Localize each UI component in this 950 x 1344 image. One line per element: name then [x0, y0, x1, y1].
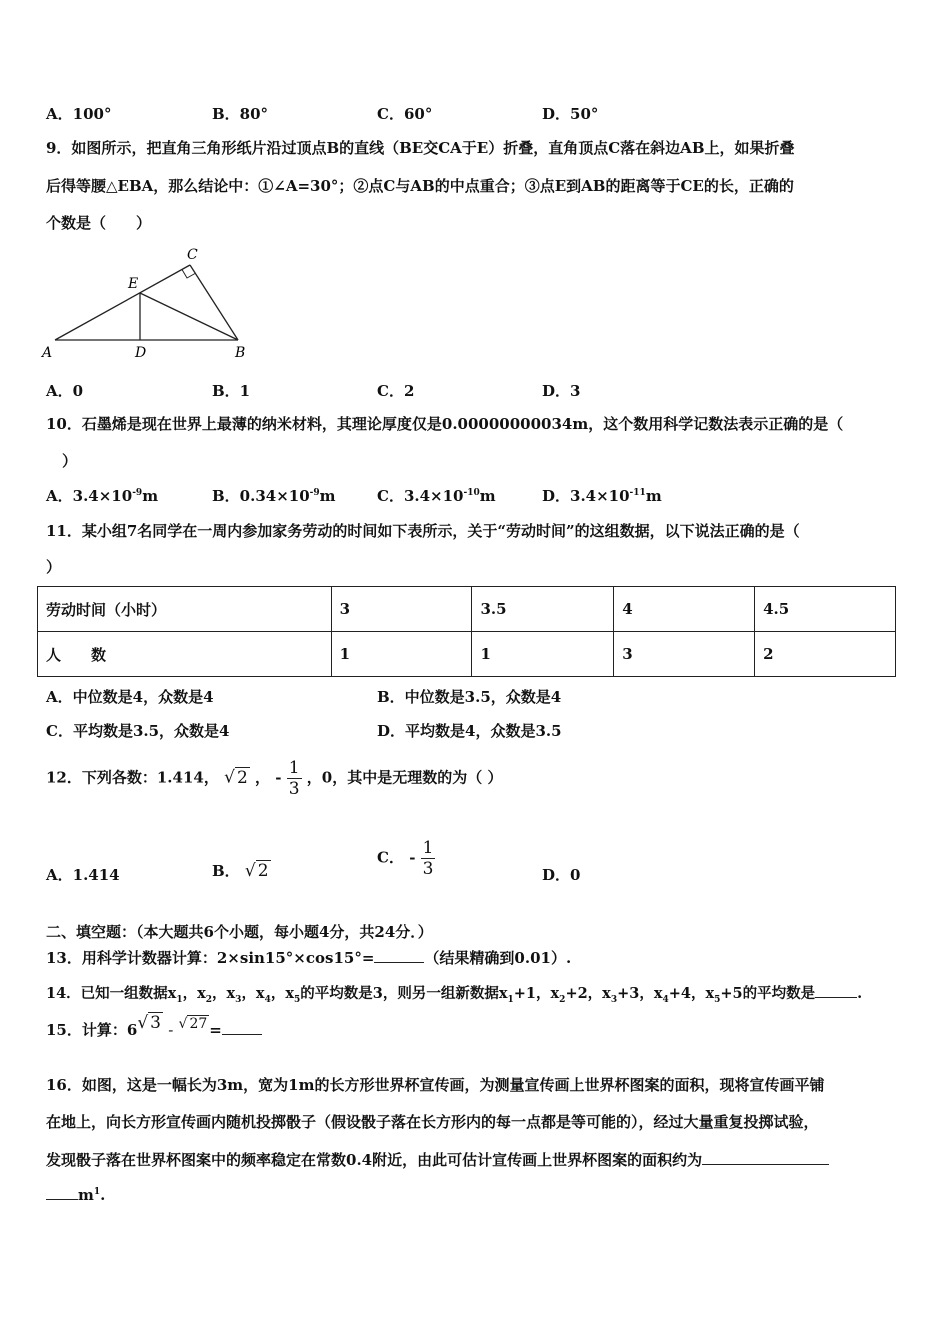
- label-c: C: [187, 247, 198, 263]
- label-d: D: [135, 345, 147, 361]
- table-row: [38, 632, 896, 677]
- table-cell: 3: [331, 587, 472, 632]
- q13: 13．用科学计数器计算：2×sin15°×cos15°= （结果精确到0.01）.: [46, 949, 572, 967]
- sqrt-two: √ 2: [224, 767, 248, 788]
- label-b: B: [235, 345, 246, 361]
- q16-line1: 16．如图，这是一幅长为3m，宽为1m的长方形世界杯宣传画，为测量宣传画上世界杯图案的面积，现将宣传画平铺: [46, 1076, 825, 1094]
- q16-line2: 在地上，向长方形宣传画内随机投掷骰子（假设骰子落在长方形内的每一点都是等可能的），经过大量重复投掷试验，: [46, 1113, 819, 1131]
- label-e: E: [128, 276, 139, 292]
- q11-option-a: A．中位数是4，众数是4: [46, 688, 214, 706]
- table-row: [38, 587, 896, 632]
- q14: 14．已知一组数据$x_1$，$x_2$，$x_3$，$x_4$，$x_5$的平均数是3，则另一组新数据$x_1+1$，$x_2+2$，$x_3+3$，$x_4+4$，$x_5+5$的平均数是 .: [46, 985, 863, 1005]
- q11-option-c: C．平均数是3.5，众数是4: [46, 722, 230, 740]
- table-cell: 2: [755, 632, 896, 677]
- q12-option-a: A．1.414: [46, 866, 120, 884]
- q10-line2: ）: [62, 452, 78, 470]
- q10-line1: 10．石墨烯是现在世界上最薄的纳米材料，其理论厚度仅是0.00000000034m，这个数用科学记数法表示正确的是（: [46, 415, 844, 433]
- table-cell: 1: [331, 632, 472, 677]
- q10-option-a: A．$3.4\times 10^{-9}m$: [46, 487, 159, 505]
- q9-line3: 个数是（ ）: [46, 214, 152, 232]
- table-cell: 人 数: [38, 632, 332, 677]
- q12-option-b: B． √ 2: [212, 861, 269, 881]
- q8-option-a: A．100°: [46, 105, 112, 123]
- table-cell: 劳动时间（小时）: [38, 587, 332, 632]
- q9-triangle-figure: [40, 243, 255, 365]
- q9-option-d: D．3: [542, 382, 581, 400]
- q9-line2: 后得等腰△EBA，那么结论中：①∠A=30°；②点C与AB的中点重合；③点E到AB的距离等于CE的长，正确的: [46, 177, 794, 195]
- q8-option-b: B．80°: [212, 105, 269, 123]
- q10-option-b: B．$0.34\times 10^{-9}m$: [212, 487, 336, 505]
- q9-option-a: A．0: [46, 382, 84, 400]
- table-cell: 4.5: [755, 587, 896, 632]
- q11-line2: ）: [46, 558, 62, 576]
- table-cell: 3.5: [472, 587, 614, 632]
- q11-line1: 11．某小组7名同学在一周内参加家务劳动的时间如下表所示，关于“劳动时间”的这组数据，以下说法正确的是（: [46, 522, 800, 540]
- q9-option-c: C．2: [377, 382, 415, 400]
- q15: 15．计算：6√ 3 - √ 27 =: [46, 1019, 262, 1040]
- q16-line3: 发现骰子落在世界杯图案中的频率稳定在常数0.4附近，由此可估计宣传画上世界杯图案的面积约为: [46, 1149, 829, 1170]
- q11-option-d: D．平均数是4，众数是3.5: [377, 722, 562, 740]
- section-2-heading: 二、填空题：（本大题共6个小题，每小题4分，共24分．）: [46, 923, 433, 941]
- labor-time-table: [37, 586, 896, 677]
- q10-option-d: D．$3.4\times 10^{-11}m$: [542, 487, 662, 505]
- q8-option-d: D．50°: [542, 105, 599, 123]
- q9-line1: 9．如图所示，把直角三角形纸片沿过顶点B的直线（BE交CA于E）折叠，直角顶点C落在斜边AB上，如果折叠: [46, 139, 795, 157]
- q16-line4: $m^1$.: [46, 1186, 105, 1204]
- q9-option-b: B．1: [212, 382, 251, 400]
- q12-option-c: C． - $\frac{1}{3}$: [377, 838, 434, 879]
- q10-option-c: C．$3.4\times 10^{-10}m$: [377, 487, 496, 505]
- fraction-one-third: $\frac{1}{3}$: [288, 758, 300, 799]
- q12-option-d: D．0: [542, 866, 581, 884]
- q11-option-b: B．中位数是3.5，众数是4: [377, 688, 562, 706]
- label-a: A: [42, 345, 53, 361]
- table-cell: 1: [472, 632, 614, 677]
- q8-option-c: C．60°: [377, 105, 433, 123]
- table-cell: 4: [614, 587, 755, 632]
- q12-stem: 12．下列各数：1.414， √ 2 ， - $\frac{1}{3}$ ，0，其中是无理数的为（ ）: [46, 758, 503, 799]
- table-cell: 3: [614, 632, 755, 677]
